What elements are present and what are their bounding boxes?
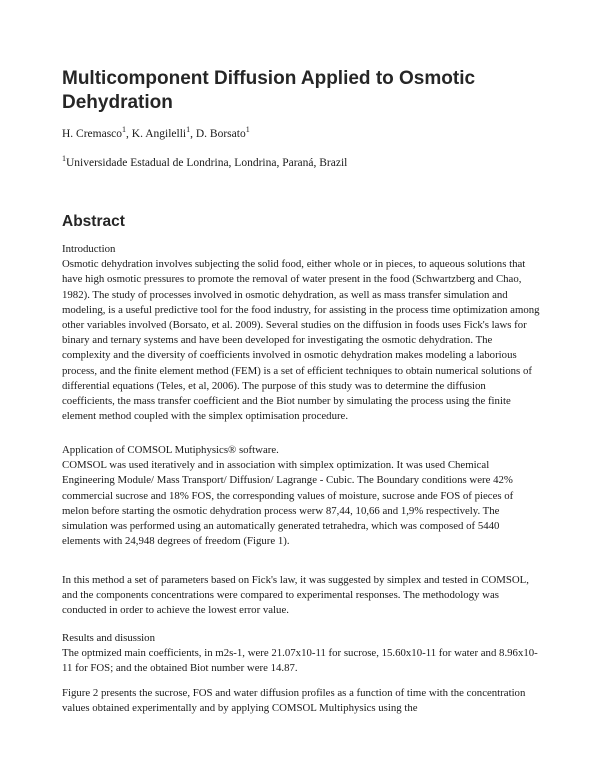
- abstract-heading: Abstract: [62, 213, 125, 230]
- results-section: [62, 631, 540, 677]
- application-section: [62, 443, 540, 549]
- figure2-section: [62, 686, 540, 716]
- application-heading: Application of COMSOL Mutiphysics® software.: [62, 444, 279, 456]
- application-paragraph: COMSOL was used iteratively and in association with simplex optimization. It was used Chemical Engineering Module/ Mass Transport/ Diffusion/ Lagrange - Cubic. The Boundary conditions were 42% commercial sucrose and 18% FOS, the corresponding values of moisture, sucrose ande FOS of pieces of melon before starting the osmotic dehydration process werw 87,44, 10,66 and 1,9% respectively. The simulation was performed using an automatically generated tetrahedra, which was composed of 5440 elements with 24,948 degrees of freedom (Figure 1).: [62, 459, 514, 548]
- author-name: K. Angilelli: [131, 128, 187, 140]
- author-name: H. Cremasco: [62, 128, 123, 140]
- affiliation: [62, 155, 347, 171]
- author-list: [62, 126, 250, 142]
- author-affiliation-marker: 1: [122, 125, 127, 135]
- paper-title: Multicomponent Diffusion Applied to Osmotic Dehydration: [62, 68, 476, 113]
- method-section: [62, 573, 540, 619]
- method-paragraph: In this method a set of parameters based on Fick's law, it was suggested by simplex and tested in COMSOL, and the components concentrations were compared to experimental responses. The methodology was conducted in order to achieve the lowest error value.: [62, 574, 529, 617]
- introduction-paragraph: Osmotic dehydration involves subjecting the solid food, either whole or in pieces, to aqueous solutions that have high osmotic pressures to promote the removal of water present in the food (Schwartzberg and Chao, 1982). The study of processes involved in osmotic dehydration, as well as mass transfer simulation and modeling, is a useful predictive tool for the food industry, for assisting in the process time optimization among other variables involved (Borsato, et al. 2009). Several studies on the diffusion in foods uses Fick's laws for binary and ternary systems and have been developed for investigating the osmotic dehydration. The complexity and the diversity of coefficients involved in osmotic dehydration makes modeling a laborious process, and the finite element method (FEM) is a set of efficient techniques to obtain numerical solutions of differential equations (Teles, et al, 2006). The purpose of this study was to determine the diffusion coefficients, the mass transfer coefficient and the Biot number by simulating the process using the finite element method coupled with the simplex optimisation procedure.: [62, 258, 540, 423]
- author-affiliation-marker: 1: [186, 125, 191, 135]
- author-separator: ,: [190, 128, 196, 140]
- author-affiliation-marker: 1: [245, 125, 250, 135]
- figure2-paragraph: Figure 2 presents the sucrose, FOS and water diffusion profiles as a function of time with the concentration values obtained experimentally and by applying COMSOL Multiphysics using the: [62, 687, 526, 715]
- affiliation-text: Universidade Estadual de Londrina, Londrina, Paraná, Brazil: [66, 157, 348, 169]
- author-name: D. Borsato: [195, 128, 246, 140]
- results-heading: Results and disussion: [62, 632, 155, 644]
- introduction-heading: Introduction: [62, 243, 116, 255]
- author-separator: ,: [126, 128, 132, 140]
- introduction-section: [62, 242, 540, 424]
- results-paragraph: The optmized main coefficients, in m2s-1, were 21.07x10-11 for sucrose, 15.60x10-11 for water and 8.96x10-11 for FOS; and the obtained Biot number were 14.87.: [62, 647, 538, 675]
- affiliation-marker: 1: [62, 154, 66, 164]
